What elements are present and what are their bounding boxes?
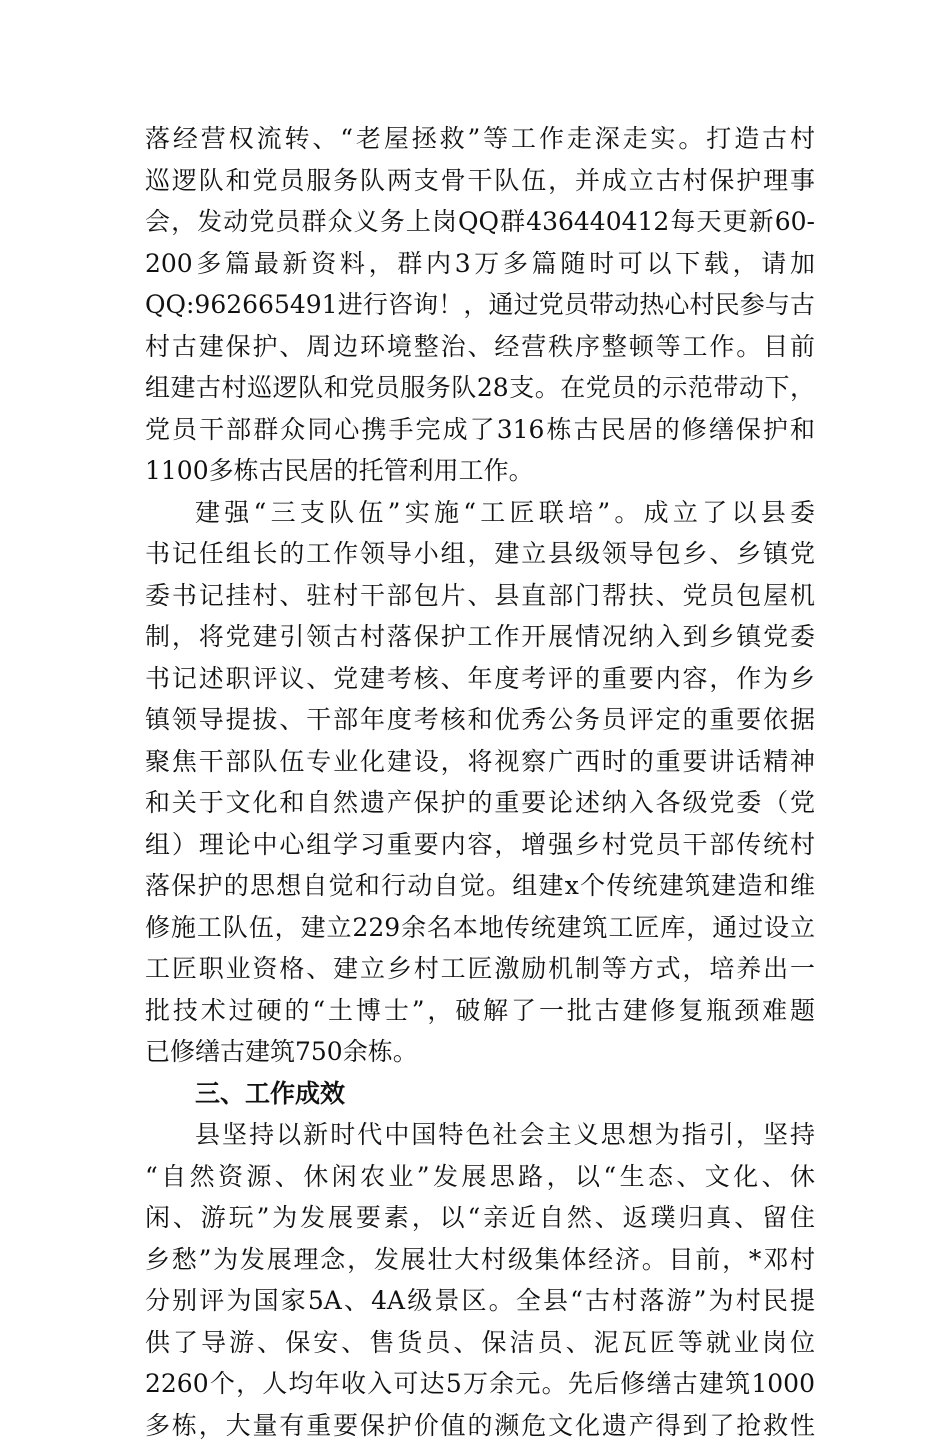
text-line: 供了导游、保安、售货员、保洁员、泥瓦匠等就业岗位 bbox=[145, 1322, 815, 1364]
text-line: 制，将党建引领古村落保护工作开展情况纳入到乡镇党委 bbox=[145, 616, 815, 658]
text-line: 修施工队伍，建立229余名本地传统建筑工匠库，通过设立 bbox=[145, 907, 815, 949]
text-line: 镇领导提拔、干部年度考核和优秀公务员评定的重要依据 bbox=[145, 699, 815, 741]
text-line: 书记任组长的工作领导小组，建立县级领导包乡、乡镇党 bbox=[145, 533, 815, 575]
text-line: 委书记挂村、驻村干部包片、县直部门帮扶、党员包屋机 bbox=[145, 575, 815, 617]
section-heading: 三、工作成效 bbox=[145, 1073, 815, 1115]
text-line: 村古建保护、周边环境整治、经营秩序整顿等工作。目前 bbox=[145, 326, 815, 368]
text-line: 组建古村巡逻队和党员服务队28支。在党员的示范带动下， bbox=[145, 367, 815, 409]
paragraph-2 bbox=[145, 492, 815, 1073]
text-line: “自然资源、休闲农业”发展思路，以“生态、文化、休 bbox=[145, 1156, 815, 1198]
text-line: 巡逻队和党员服务队两支骨干队伍，并成立古村保护理事 bbox=[145, 160, 815, 202]
text-line: 乡愁”为发展理念，发展壮大村级集体经济。目前，*邓村 bbox=[145, 1239, 815, 1281]
text-line: 多栋，大量有重要保护价值的濒危文化遗产得到了抢救性 bbox=[145, 1405, 815, 1446]
text-line: 闲、游玩”为发展要素，以“亲近自然、返璞归真、留住 bbox=[145, 1197, 815, 1239]
text-line: 落经营权流转、“老屋拯救”等工作走深走实。打造古村 bbox=[145, 118, 815, 160]
text-line: 党员干部群众同心携手完成了316栋古民居的修缮保护和 bbox=[145, 409, 815, 451]
text-line: 聚焦干部队伍专业化建设，将视察广西时的重要讲话精神 bbox=[145, 741, 815, 783]
text-line: 建强“三支队伍”实施“工匠联培”。成立了以县委 bbox=[145, 492, 815, 534]
text-line: 和关于文化和自然遗产保护的重要论述纳入各级党委（党 bbox=[145, 782, 815, 824]
text-line: 已修缮古建筑750余栋。 bbox=[145, 1031, 815, 1073]
text-line: 工匠职业资格、建立乡村工匠激励机制等方式，培养出一 bbox=[145, 948, 815, 990]
text-line: 批技术过硬的“土博士”，破解了一批古建修复瓶颈难题 bbox=[145, 990, 815, 1032]
text-line: 落保护的思想自觉和行动自觉。组建x个传统建筑建造和维 bbox=[145, 865, 815, 907]
text-line: 200多篇最新资料，群内3万多篇随时可以下载，请加 bbox=[145, 243, 815, 285]
text-line: 会，发动党员群众义务上岗QQ群436440412每天更新60- bbox=[145, 201, 815, 243]
document-body bbox=[145, 118, 815, 1446]
text-line: 县坚持以新时代中国特色社会主义思想为指引，坚持 bbox=[145, 1114, 815, 1156]
text-line: 组）理论中心组学习重要内容，增强乡村党员干部传统村 bbox=[145, 824, 815, 866]
text-line: QQ:962665491进行咨询！，通过党员带动热心村民参与古 bbox=[145, 284, 815, 326]
paragraph-1 bbox=[145, 118, 815, 492]
text-line: 2260个，人均年收入可达5万余元。先后修缮古建筑1000 bbox=[145, 1363, 815, 1405]
text-line: 分别评为国家5A、4A级景区。全县“古村落游”为村民提 bbox=[145, 1280, 815, 1322]
text-line: 1100多栋古民居的托管利用工作。 bbox=[145, 450, 815, 492]
text-line: 书记述职评议、党建考核、年度考评的重要内容，作为乡 bbox=[145, 658, 815, 700]
paragraph-3 bbox=[145, 1114, 815, 1446]
